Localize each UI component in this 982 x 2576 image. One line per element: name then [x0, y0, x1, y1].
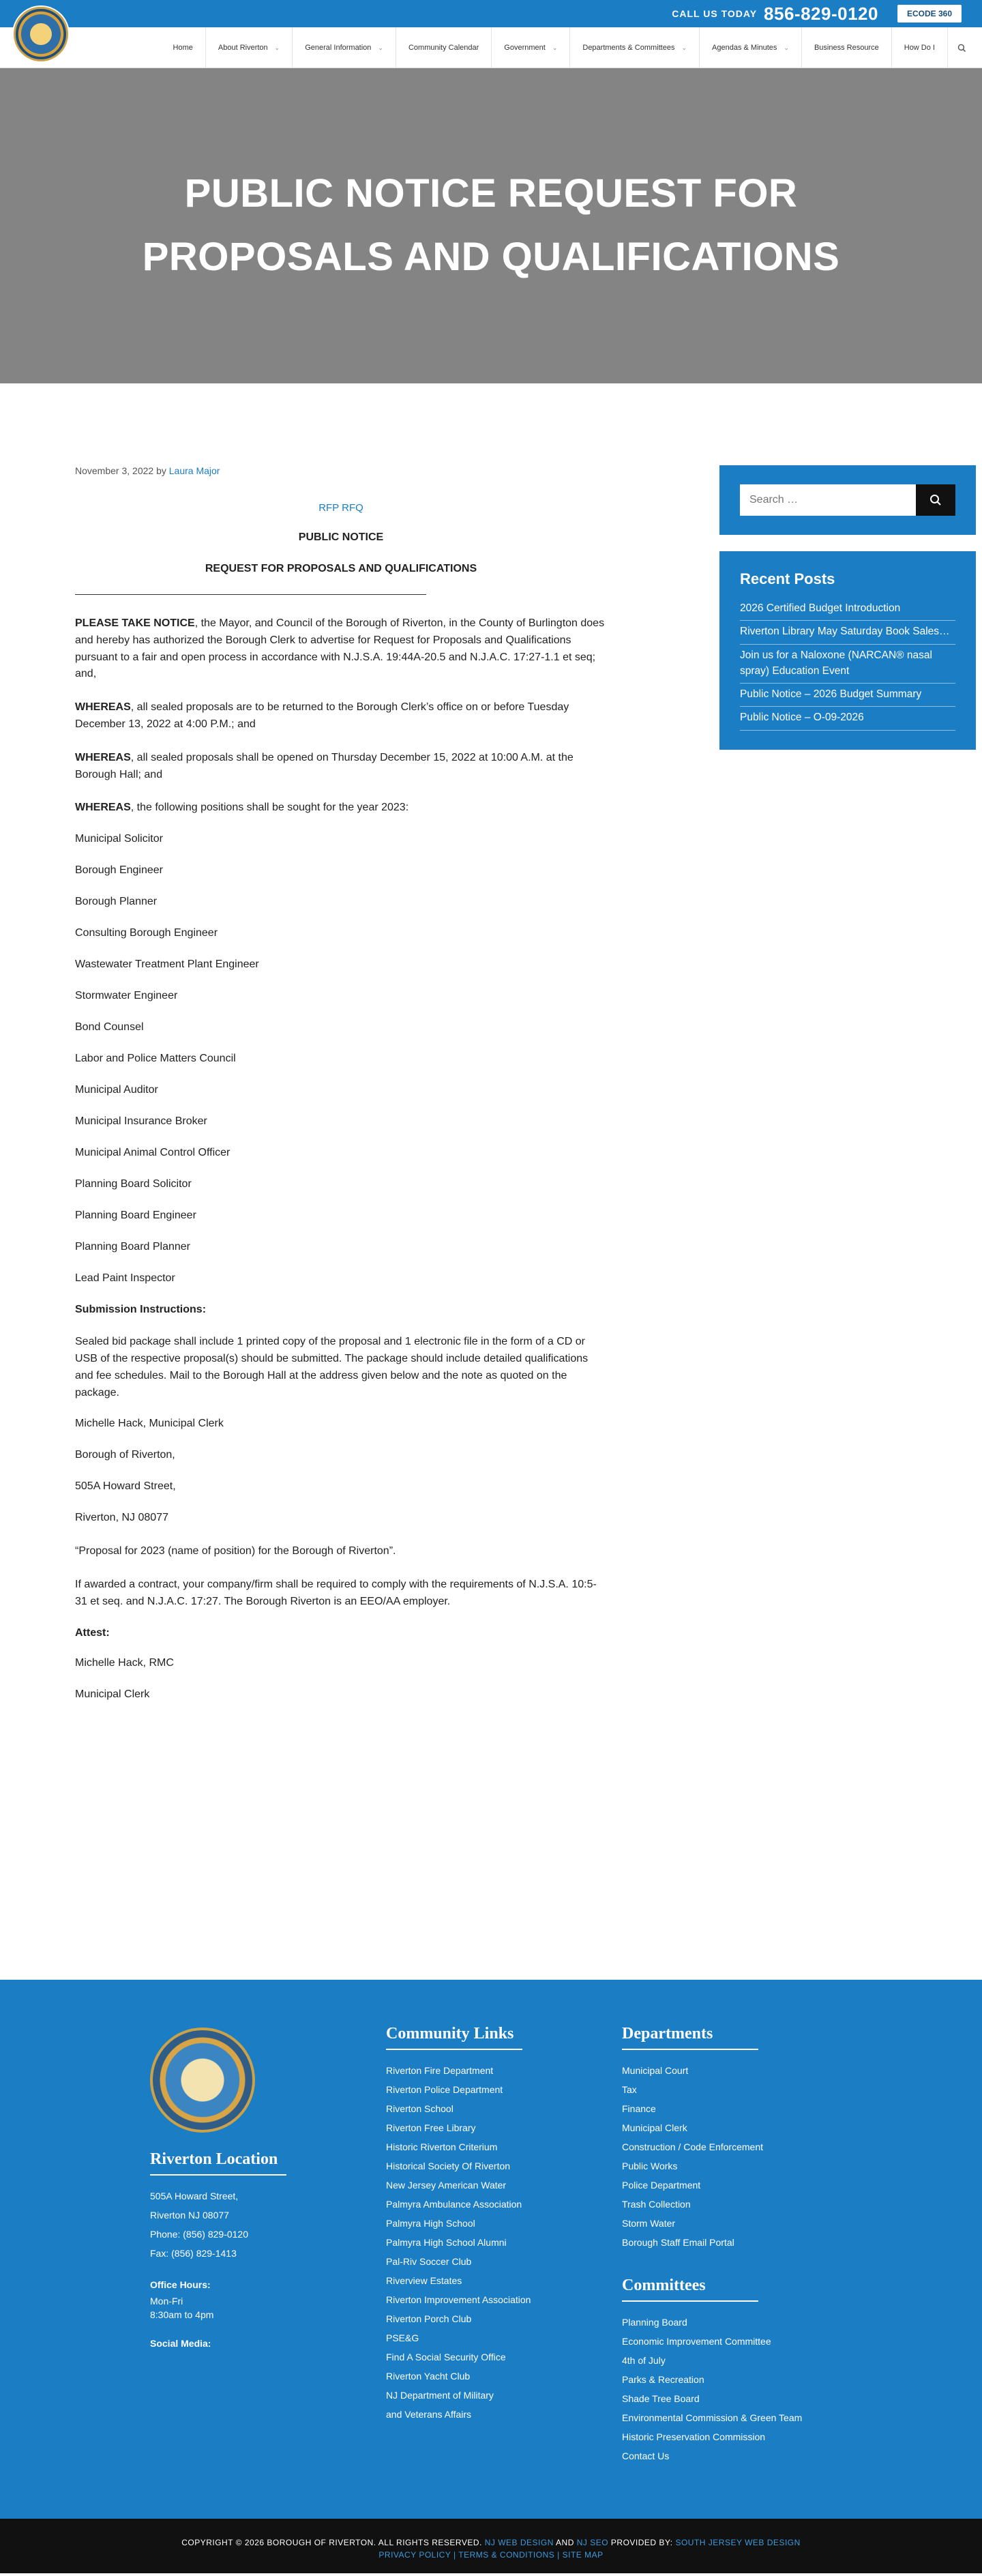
- search-icon: [929, 494, 942, 506]
- post-content: [75, 465, 607, 1980]
- whereas-open-paragraph: WHEREAS, all sealed proposals shall be opened on Thursday December 15, 2022 at 10:00 A.M. at the Borough Hall; and: [75, 751, 574, 780]
- notice-paragraph: PLEASE TAKE NOTICE, the Mayor, and Council of the Borough of Riverton, in the County of Burlington does and hereby has authorized the Borough Clerk to advertise for Request for Proposals and Qualifications pursuant to a fair and open process in accordance with N.J.S.A. 19:44A-20.5 and N.J.A.C. 17:27-1.1 et seq; and,: [75, 617, 605, 680]
- recent-post-link[interactable]: Riverton Library May Saturday Book Sales…: [740, 621, 955, 644]
- hero-banner: [0, 68, 982, 383]
- nav-search-button[interactable]: [948, 27, 975, 68]
- nav-item-departments-committees[interactable]: [570, 27, 700, 68]
- chevron-down-icon: ⌄: [784, 44, 789, 51]
- position-item: Municipal Insurance Broker: [75, 1115, 207, 1128]
- community-link[interactable]: Palmyra High School Alumni: [386, 2237, 507, 2248]
- attest-name: Michelle Hack, RMC: [75, 1656, 174, 1669]
- position-item: Planning Board Solicitor: [75, 1178, 192, 1190]
- footer: [0, 1980, 982, 2519]
- nav-item-label: Home: [173, 44, 193, 52]
- and-text: AND: [556, 2538, 574, 2547]
- post-author-link[interactable]: Laura Major: [168, 465, 220, 476]
- community-link[interactable]: NJ Department of Military: [386, 2390, 494, 2401]
- nav-item-label: Community Calendar: [408, 44, 479, 52]
- footer-fax: Fax: (856) 829-1413: [150, 2248, 237, 2259]
- sidebar: [719, 465, 976, 1980]
- position-item: Planning Board Planner: [75, 1241, 191, 1253]
- position-item: Consulting Borough Engineer: [75, 927, 218, 939]
- nav-item-business-resource[interactable]: [802, 27, 892, 68]
- recent-posts-title: Recent Posts: [740, 570, 835, 587]
- community-link[interactable]: Riverton Porch Club: [386, 2313, 472, 2324]
- nav-item-general-information[interactable]: [293, 27, 396, 68]
- community-link[interactable]: Riverton Fire Department: [386, 2065, 494, 2076]
- department-link[interactable]: Trash Collection: [622, 2199, 691, 2210]
- department-link[interactable]: Tax: [622, 2084, 637, 2095]
- copyright-text: COPYRIGHT © 2026 BOROUGH OF RIVERTON. ALL RIGHTS RESERVED.: [181, 2538, 482, 2547]
- committee-link[interactable]: Shade Tree Board: [622, 2393, 700, 2404]
- social-media-label: Social Media:: [150, 2338, 211, 2349]
- position-item: Borough Engineer: [75, 864, 163, 877]
- footer-address-line2: Riverton NJ 08077: [150, 2210, 229, 2221]
- department-link[interactable]: Construction / Code Enforcement: [622, 2141, 763, 2152]
- community-link[interactable]: and Veterans Affairs: [386, 2409, 472, 2420]
- privacy-policy-link[interactable]: PRIVACY POLICY: [378, 2550, 451, 2560]
- post-meta: [75, 465, 607, 476]
- chevron-down-icon: ⌄: [681, 44, 687, 51]
- position-item: Municipal Animal Control Officer: [75, 1147, 230, 1159]
- recent-post-link[interactable]: Join us for a Naloxone (NARCAN® nasal spray) Education Event: [740, 645, 955, 684]
- department-link[interactable]: Municipal Court: [622, 2065, 689, 2076]
- position-item: Municipal Solicitor: [75, 833, 163, 845]
- post-date: November 3, 2022: [75, 465, 154, 476]
- footer-seal-logo: [150, 2028, 255, 2133]
- main-navbar: [0, 27, 982, 68]
- nav-item-community-calendar[interactable]: [396, 27, 492, 68]
- department-link[interactable]: Storm Water: [622, 2218, 676, 2229]
- position-item: Borough Planner: [75, 896, 158, 908]
- nav-item-label: Business Resource: [814, 44, 879, 52]
- clerk-address: [75, 1418, 607, 1524]
- nav-item-home[interactable]: [161, 27, 206, 68]
- ecode-button[interactable]: ECODE 360: [897, 5, 962, 23]
- nav-item-label: About Riverton: [218, 44, 268, 52]
- position-item: Lead Paint Inspector: [75, 1272, 175, 1285]
- committee-link[interactable]: Environmental Commission & Green Team: [622, 2412, 803, 2423]
- community-link[interactable]: Riverton Yacht Club: [386, 2371, 471, 2382]
- footer-location: [150, 2150, 327, 2353]
- main-nav: [161, 27, 975, 68]
- department-link[interactable]: Municipal Clerk: [622, 2122, 687, 2133]
- community-links-title: Community Links: [386, 2025, 522, 2050]
- nav-item-about-riverton[interactable]: [206, 27, 293, 68]
- divider: [75, 594, 426, 595]
- community-link[interactable]: Riverton Free Library: [386, 2122, 476, 2133]
- separator: |: [453, 2550, 456, 2560]
- copyright-bar: [0, 2519, 982, 2573]
- search-button[interactable]: [916, 484, 955, 516]
- community-link[interactable]: Riverview Estates: [386, 2275, 462, 2286]
- nav-item-government[interactable]: [492, 27, 570, 68]
- footer-community-links: [386, 2025, 591, 2424]
- rfp-rfq-link[interactable]: RFP RFQ: [318, 502, 363, 514]
- committee-link[interactable]: 4th of July: [622, 2355, 666, 2366]
- committee-link[interactable]: Historic Preservation Commission: [622, 2431, 766, 2442]
- call-us-label: CALL US TODAY: [672, 8, 758, 19]
- provided-by-text: PROVIDED BY:: [610, 2538, 673, 2547]
- recent-post-link[interactable]: 2026 Certified Budget Introduction: [740, 598, 955, 621]
- community-link[interactable]: Riverton Police Department: [386, 2084, 503, 2095]
- chevron-down-icon: ⌄: [552, 44, 558, 51]
- department-link[interactable]: Borough Staff Email Portal: [622, 2237, 734, 2248]
- search-icon: [957, 44, 966, 53]
- chevron-down-icon: ⌄: [274, 44, 280, 51]
- committee-link[interactable]: Contact Us: [622, 2450, 670, 2461]
- nj-web-design-link[interactable]: NJ WEB DESIGN: [484, 2538, 554, 2547]
- address-line: Michelle Hack, Municipal Clerk: [75, 1418, 224, 1430]
- departments-title: Departments: [622, 2025, 758, 2050]
- attest-title: Municipal Clerk: [75, 1688, 150, 1700]
- community-link[interactable]: Find A Social Security Office: [386, 2352, 506, 2362]
- whereas-return-paragraph: WHEREAS, all sealed proposals are to be returned to the Borough Clerk’s office on or before Tuesday December 13, 2022 at 4:00 P.M.; and: [75, 701, 569, 730]
- nav-item-agendas-minutes[interactable]: [700, 27, 802, 68]
- location-title: Riverton Location: [150, 2150, 286, 2176]
- community-link[interactable]: Pal-Riv Soccer Club: [386, 2256, 472, 2267]
- main-area: [0, 383, 982, 1980]
- nav-item-how-do-i[interactable]: [892, 27, 948, 68]
- nav-item-label: Government: [504, 44, 546, 52]
- committee-link[interactable]: Planning Board: [622, 2317, 687, 2328]
- position-item: Wastewater Treatment Plant Engineer: [75, 958, 259, 971]
- position-item: Stormwater Engineer: [75, 990, 178, 1002]
- submission-text: Sealed bid package shall include 1 printed copy of the proposal and 1 electronic file in the form of a CD or USB of the respective proposal(s) should be submitted. The package should include detailed qualifications and fee schedules. Mail to the Borough Hall at the address given below and the note as quoted on the package.: [75, 1336, 589, 1399]
- address-line: 505A Howard Street,: [75, 1480, 176, 1493]
- department-link[interactable]: Finance: [622, 2103, 656, 2114]
- attest-label: Attest:: [75, 1626, 110, 1639]
- rfp-heading: REQUEST FOR PROPOSALS AND QUALIFICATIONS: [205, 563, 477, 574]
- department-link[interactable]: Public Works: [622, 2161, 678, 2171]
- department-link[interactable]: Police Department: [622, 2180, 701, 2191]
- position-item: Municipal Auditor: [75, 1084, 158, 1096]
- community-link[interactable]: Historic Riverton Criterium: [386, 2141, 498, 2152]
- footer-phone[interactable]: Phone: (856) 829-0120: [150, 2229, 248, 2240]
- nav-item-label: How Do I: [904, 44, 935, 52]
- phone-number[interactable]: 856-829-0120: [764, 3, 878, 24]
- community-link[interactable]: Riverton School: [386, 2103, 453, 2114]
- terms-link[interactable]: TERMS & CONDITIONS: [458, 2550, 555, 2560]
- community-link[interactable]: Historical Society Of Riverton: [386, 2161, 511, 2171]
- nav-item-label: Departments & Committees: [582, 44, 675, 52]
- awarded-text: If awarded a contract, your company/firm shall be required to comply with the requirements of N.J.S.A. 10:5-31 et seq. and N.J.A.C. 17:27. The Borough Riverton is an EEO/AA employer.: [75, 1579, 597, 1607]
- community-link[interactable]: Palmyra Ambulance Association: [386, 2199, 522, 2210]
- nav-item-label: Agendas & Minutes: [712, 44, 777, 52]
- nav-item-label: General Information: [305, 44, 372, 52]
- community-link[interactable]: PSE&G: [386, 2332, 419, 2343]
- positions-list: [75, 833, 607, 1285]
- community-link[interactable]: Riverton Improvement Association: [386, 2294, 531, 2305]
- top-bar: [0, 0, 982, 27]
- office-hours-label: Office Hours:: [150, 2279, 211, 2290]
- office-hours-days: Mon-Fri: [150, 2296, 183, 2307]
- page-title: PUBLIC NOTICE REQUEST FOR PROPOSALS AND QUALIFICATIONS: [142, 171, 840, 279]
- borough-seal-logo[interactable]: [14, 7, 68, 61]
- position-item: Labor and Police Matters Council: [75, 1053, 236, 1065]
- position-item: Bond Counsel: [75, 1021, 144, 1034]
- committee-link[interactable]: Parks & Recreation: [622, 2374, 704, 2385]
- position-item: Planning Board Engineer: [75, 1210, 196, 1222]
- recent-post-link[interactable]: Public Notice – O-09-2026: [740, 707, 955, 730]
- recent-post-link[interactable]: Public Notice – 2026 Budget Summary: [740, 684, 955, 707]
- committee-link[interactable]: Economic Improvement Committee: [622, 2336, 771, 2347]
- notice-heading: PUBLIC NOTICE: [298, 531, 384, 543]
- search-input[interactable]: [740, 484, 916, 516]
- nj-seo-link[interactable]: NJ SEO: [576, 2538, 609, 2547]
- footer-address-line1: 505A Howard Street,: [150, 2191, 239, 2201]
- address-line: Borough of Riverton,: [75, 1449, 175, 1461]
- site-map-link[interactable]: SITE MAP: [562, 2550, 604, 2560]
- committees-title: Committees: [622, 2277, 758, 2302]
- community-link[interactable]: Palmyra High School: [386, 2218, 475, 2229]
- whereas-positions-paragraph: WHEREAS, the following positions shall be sought for the year 2023:: [75, 802, 409, 814]
- address-line: Riverton, NJ 08077: [75, 1512, 168, 1524]
- submission-heading: Submission Instructions:: [75, 1304, 207, 1316]
- post-by: by: [156, 465, 166, 476]
- chevron-down-icon: ⌄: [378, 44, 383, 51]
- community-link[interactable]: New Jersey American Water: [386, 2180, 507, 2191]
- proposal-quote: “Proposal for 2023 (name of position) for the Borough of Riverton”.: [75, 1545, 396, 1557]
- footer-departments: [622, 2025, 827, 2465]
- separator: |: [557, 2550, 560, 2560]
- office-hours-time: 8:30am to 4pm: [150, 2309, 214, 2320]
- search-widget: [719, 465, 976, 535]
- south-jersey-web-design-link[interactable]: SOUTH JERSEY WEB DESIGN: [675, 2538, 801, 2547]
- recent-posts-widget: [719, 551, 976, 750]
